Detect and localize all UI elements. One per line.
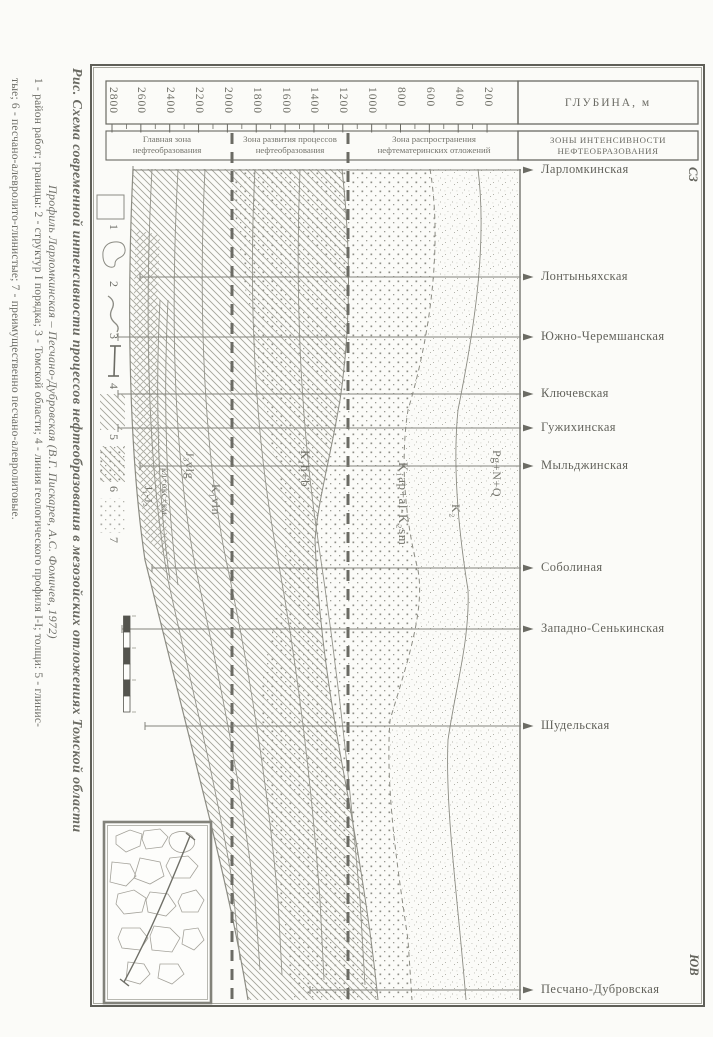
station-arrow-icon <box>523 463 534 470</box>
legend-symbol-sandy-dots <box>100 498 125 533</box>
strata-label: K₁h+b <box>298 450 313 488</box>
station-arrow-icon <box>523 391 534 398</box>
zone-label-source-rocks: Зона распространения нефтематеринских отложений <box>377 134 491 155</box>
strata-label: J₁-J₂ <box>142 486 153 508</box>
station-name: Западно-Сенькинская <box>541 620 665 635</box>
depth-tick-label: 1000 <box>366 87 379 114</box>
depth-tick-label: 2200 <box>193 87 206 114</box>
depth-tick-label: 2400 <box>164 87 177 114</box>
station-name: Шудельская <box>541 717 610 732</box>
figure-caption-subtitle: Профиль Ларломкинская – Песчано-Дубровская (В.Г. Пискарев, А.С. Фомичев, 1972) <box>46 185 60 639</box>
station-arrow-icon <box>523 334 534 341</box>
station-arrow-icon <box>523 987 534 994</box>
legend-symbol-mixed-hatch <box>100 446 125 482</box>
strata-label: K₁vln <box>209 484 223 516</box>
legend-number-sandy-silty-clayey-mix: 6 <box>107 486 121 492</box>
legend-symbols <box>97 195 125 533</box>
legend-number-first-order-structure: 2 <box>107 281 121 287</box>
strata-label: K₁ap+al-K₂sm <box>396 462 411 546</box>
depth-tick-label: 2600 <box>135 87 148 114</box>
strata-label: кл+окс+км <box>160 468 170 516</box>
station-name: Гужихинская <box>541 419 616 434</box>
figure-caption-title: Рис. Схема современной интенсивности процессов нефтеобразования в мезозойских отложениях Томской области <box>69 68 84 833</box>
station-name: Ларломкинская <box>541 161 629 176</box>
figure-caption-legend-1: 1 - район работ; границы: 2 - структур I порядка; 3 - Томской области; 4 - линия геологического профиля I-I; толщи: 5 - глинис- <box>32 78 44 728</box>
strata-label: Pg+N+Q <box>490 450 504 498</box>
zones-header-line1: ЗОНЫ ИНТЕНСИВНОСТИ <box>549 134 667 145</box>
station-arrow-icon <box>523 723 534 730</box>
depth-tick-label: 800 <box>395 87 407 108</box>
depth-tick-label: 1200 <box>337 87 350 114</box>
station-arrow-icon <box>523 274 534 281</box>
station-name: Южно-Черемшанская <box>541 328 665 343</box>
station-arrow-icon <box>523 626 534 633</box>
depth-tick-label: 2800 <box>106 87 119 114</box>
station-arrow-icon <box>523 565 534 572</box>
legend-number-oblast-boundary-wavy: 3 <box>107 333 121 339</box>
zone-label-developing: Зона развития процессов нефтеобразования <box>243 134 337 155</box>
legend-symbol-profile-line <box>108 346 121 376</box>
depth-tick-label: 200 <box>481 87 494 108</box>
station-name: Лонтыньяхская <box>541 268 628 283</box>
inset-map <box>104 822 211 1003</box>
legend-number-profile-line: 4 <box>107 383 121 389</box>
legend-number-clayey-hatch: 5 <box>107 434 121 440</box>
legend-symbol-wavy-boundary <box>108 296 118 332</box>
orientation-nw: СЗ <box>686 167 700 182</box>
depth-tick-label: 1800 <box>250 87 263 114</box>
station-arrow-icon <box>523 425 534 432</box>
station-name: Ключевская <box>541 385 609 400</box>
depth-tick-label: 400 <box>452 87 465 108</box>
figure-caption-legend-2: тые; 6 - песчано-алевролито-глинистые; 7 - преимущественно песчано-алевролитовые. <box>9 78 21 520</box>
strata-label: K₂ <box>449 504 463 519</box>
station-name: Соболиная <box>541 559 603 574</box>
depth-tick-label: 1400 <box>308 87 321 114</box>
legend-symbol-structure-blob <box>103 242 125 267</box>
legend-symbol-clayey <box>100 394 125 430</box>
zones-header-line2: НЕФТЕОБРАЗОВАНИЯ <box>557 145 659 156</box>
orientation-se: ЮВ <box>687 954 701 976</box>
depth-column-header: ГЛУБИНА, м <box>564 96 652 109</box>
depth-tick-label: 600 <box>423 87 436 108</box>
scale-bar <box>124 616 137 712</box>
legend-symbol-study-area <box>97 195 124 219</box>
station-name: Песчано-Дубровская <box>541 981 660 996</box>
zones-column-header <box>518 131 698 160</box>
depth-tick-label: 2000 <box>221 87 234 114</box>
station-name: Мыльджинская <box>541 457 629 472</box>
strata-label: J₃vlg <box>183 452 197 480</box>
legend-number-sandy-siltstone-dots: 7 <box>107 537 121 543</box>
zone-label-main: Главная зона нефтеобразования <box>132 134 202 155</box>
station-arrow-icon <box>523 167 534 174</box>
depth-tick-label: 1600 <box>279 87 292 114</box>
legend-number-study-area-rectangle: 1 <box>107 224 121 230</box>
